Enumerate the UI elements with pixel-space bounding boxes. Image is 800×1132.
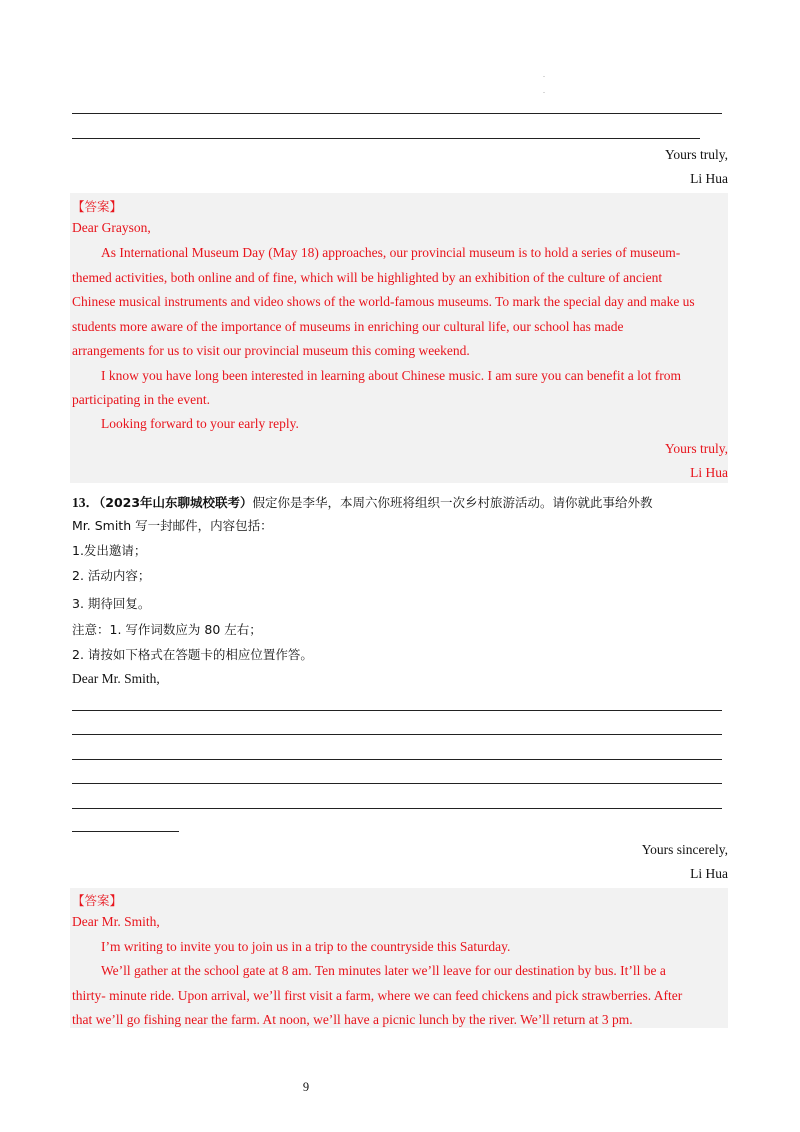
letter-greeting: Dear Mr. Smith, bbox=[72, 671, 160, 686]
writing-line bbox=[72, 138, 700, 139]
writing-line bbox=[72, 734, 722, 735]
answer-paragraph-line: We’ll gather at the school gate at 8 am. Ten minutes later we’ll leave for our destination by bus. It’ll be a bbox=[101, 963, 666, 978]
writing-line bbox=[72, 783, 722, 784]
stray-mark: . bbox=[543, 70, 545, 79]
question-prompt-line: Mr. Smith 写一封邮件，内容包括： bbox=[72, 518, 273, 533]
question-prompt: 假定你是李华，本周六你班将组织一次乡村旅游活动。请你就此事给外教 bbox=[252, 495, 653, 510]
answer-paragraph-line: As International Museum Day (May 18) approaches, our provincial museum is to hold a series of museum- bbox=[101, 245, 681, 260]
page-number: 9 bbox=[302, 1080, 310, 1094]
answer-block-background bbox=[70, 888, 728, 1028]
answer-paragraph-line: I know you have long been interested in learning about Chinese music. I am sure you can benefit a lot from bbox=[101, 368, 681, 383]
answer-signature: Li Hua bbox=[690, 465, 728, 480]
requirement-item: 3. 期待回复。 bbox=[72, 596, 151, 611]
requirement-item: 2. 活动内容； bbox=[72, 568, 151, 583]
requirement-item: 1.发出邀请； bbox=[72, 543, 147, 558]
answer-greeting: Dear Grayson, bbox=[72, 220, 151, 235]
answer-greeting: Dear Mr. Smith, bbox=[72, 914, 160, 929]
answer-paragraph-line: thirty- minute ride. Upon arrival, we’ll first visit a farm, where we can feed chickens and pick strawberries. After bbox=[72, 988, 683, 1003]
stray-mark: . bbox=[543, 86, 545, 95]
letter-signature: Li Hua bbox=[690, 171, 728, 186]
answer-paragraph-line: participating in the event. bbox=[72, 392, 210, 407]
answer-block-background bbox=[70, 193, 728, 483]
writing-line bbox=[72, 831, 179, 832]
letter-closing: Yours sincerely, bbox=[641, 842, 728, 857]
note-line: 2. 请按如下格式在答题卡的相应位置作答。 bbox=[72, 647, 313, 662]
question-source: （2023年山东聊城校联考） bbox=[99, 495, 253, 510]
writing-line bbox=[72, 808, 722, 809]
writing-line bbox=[72, 710, 722, 711]
writing-line bbox=[72, 759, 722, 760]
answer-paragraph-line: Chinese musical instruments and video shows of the world-famous museums. To mark the special day and make us bbox=[72, 294, 695, 309]
letter-closing: Yours truly, bbox=[664, 147, 728, 162]
answer-paragraph-line: themed activities, both online and of fine, which will be highlighted by an exhibition of the culture of ancient bbox=[72, 270, 663, 285]
answer-paragraph-line: arrangements for us to visit our provincial museum this coming weekend. bbox=[72, 343, 470, 358]
answer-label: 【答案】 bbox=[72, 893, 123, 908]
answer-label: 【答案】 bbox=[72, 199, 123, 214]
question-number: 13． bbox=[72, 495, 99, 510]
answer-paragraph-line: I’m writing to invite you to join us in a trip to the countryside this Saturday. bbox=[101, 939, 511, 954]
letter-signature: Li Hua bbox=[690, 866, 728, 881]
answer-closing: Yours truly, bbox=[664, 441, 728, 456]
answer-paragraph-line: that we’ll go fishing near the farm. At noon, we’ll have a picnic lunch by the river. We’ll return at 3 pm. bbox=[72, 1012, 633, 1027]
note-line: 注意：1. 写作词数应为 80 左右； bbox=[72, 622, 262, 637]
answer-paragraph-line: students more aware of the importance of museums in enriching our cultural life, our school has made bbox=[72, 319, 624, 334]
answer-paragraph-line: Looking forward to your early reply. bbox=[101, 416, 299, 431]
question-heading bbox=[72, 491, 653, 511]
writing-line bbox=[72, 113, 722, 114]
